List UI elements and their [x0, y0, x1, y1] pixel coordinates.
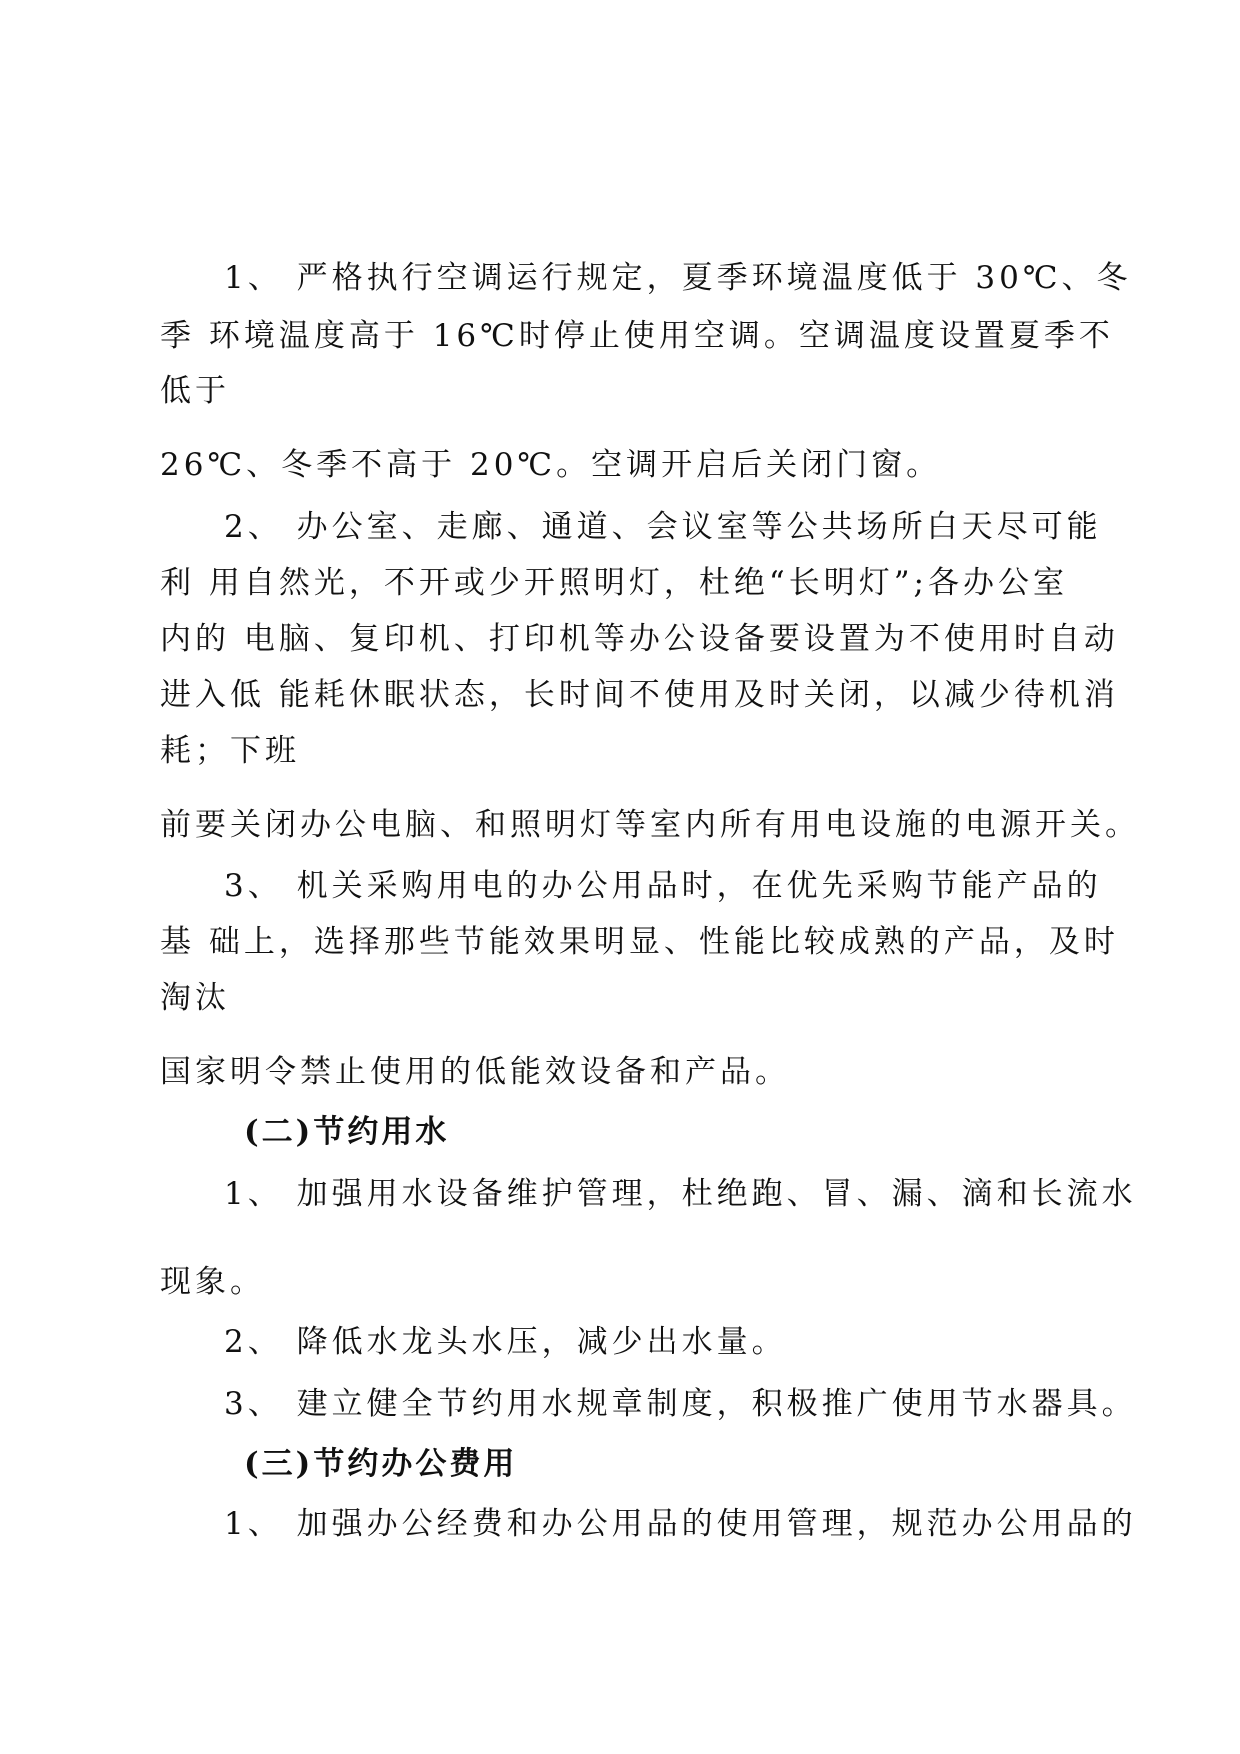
text-line: 3、 建立健全节约用水规章制度，积极推广使用节水器具。	[224, 1386, 1137, 1422]
text-line: 淘汰	[160, 980, 230, 1016]
text-line: 1、 严格执行空调运行规定，夏季环境温度低于 30℃、冬	[224, 260, 1132, 296]
text-line: 耗；下班	[160, 733, 300, 769]
text-line: 2、 降低水龙头水压，减少出水量。	[224, 1324, 787, 1360]
text-line: 1、 加强用水设备维护管理，杜绝跑、冒、漏、滴和长流水	[224, 1176, 1137, 1212]
text-line: 低于	[160, 373, 230, 409]
text-line: 国家明令禁止使用的低能效设备和产品。	[160, 1054, 790, 1090]
text-line: 利 用自然光，不开或少开照明灯，杜绝“长明灯”;各办公室	[160, 565, 1068, 601]
text-line: 2、 办公室、走廊、通道、会议室等公共场所白天尽可能	[224, 509, 1102, 545]
text-line: 1、 加强办公经费和办公用品的使用管理，规范办公用品的	[224, 1506, 1137, 1542]
text-line: 前要关闭办公电脑、和照明灯等室内所有用电设施的电源开关。	[160, 807, 1140, 843]
section-heading: (二)节约用水	[244, 1114, 450, 1150]
text-line: 内的 电脑、复印机、打印机等办公设备要设置为不使用时自动	[160, 621, 1119, 657]
text-line: 26℃、冬季不高于 20℃。空调开启后关闭门窗。	[160, 447, 942, 483]
text-line: 基 础上，选择那些节能效果明显、性能比较成熟的产品，及时	[160, 924, 1119, 960]
text-line: 现象。	[160, 1264, 265, 1300]
text-line: 季 环境温度高于 16℃时停止使用空调。空调温度设置夏季不	[160, 318, 1114, 354]
section-heading: (三)节约办公费用	[244, 1446, 518, 1482]
text-line: 3、 机关采购用电的办公用品时，在优先采购节能产品的	[224, 868, 1102, 904]
text-line: 进入低 能耗休眠状态，长时间不使用及时关闭，以减少待机消	[160, 677, 1119, 713]
